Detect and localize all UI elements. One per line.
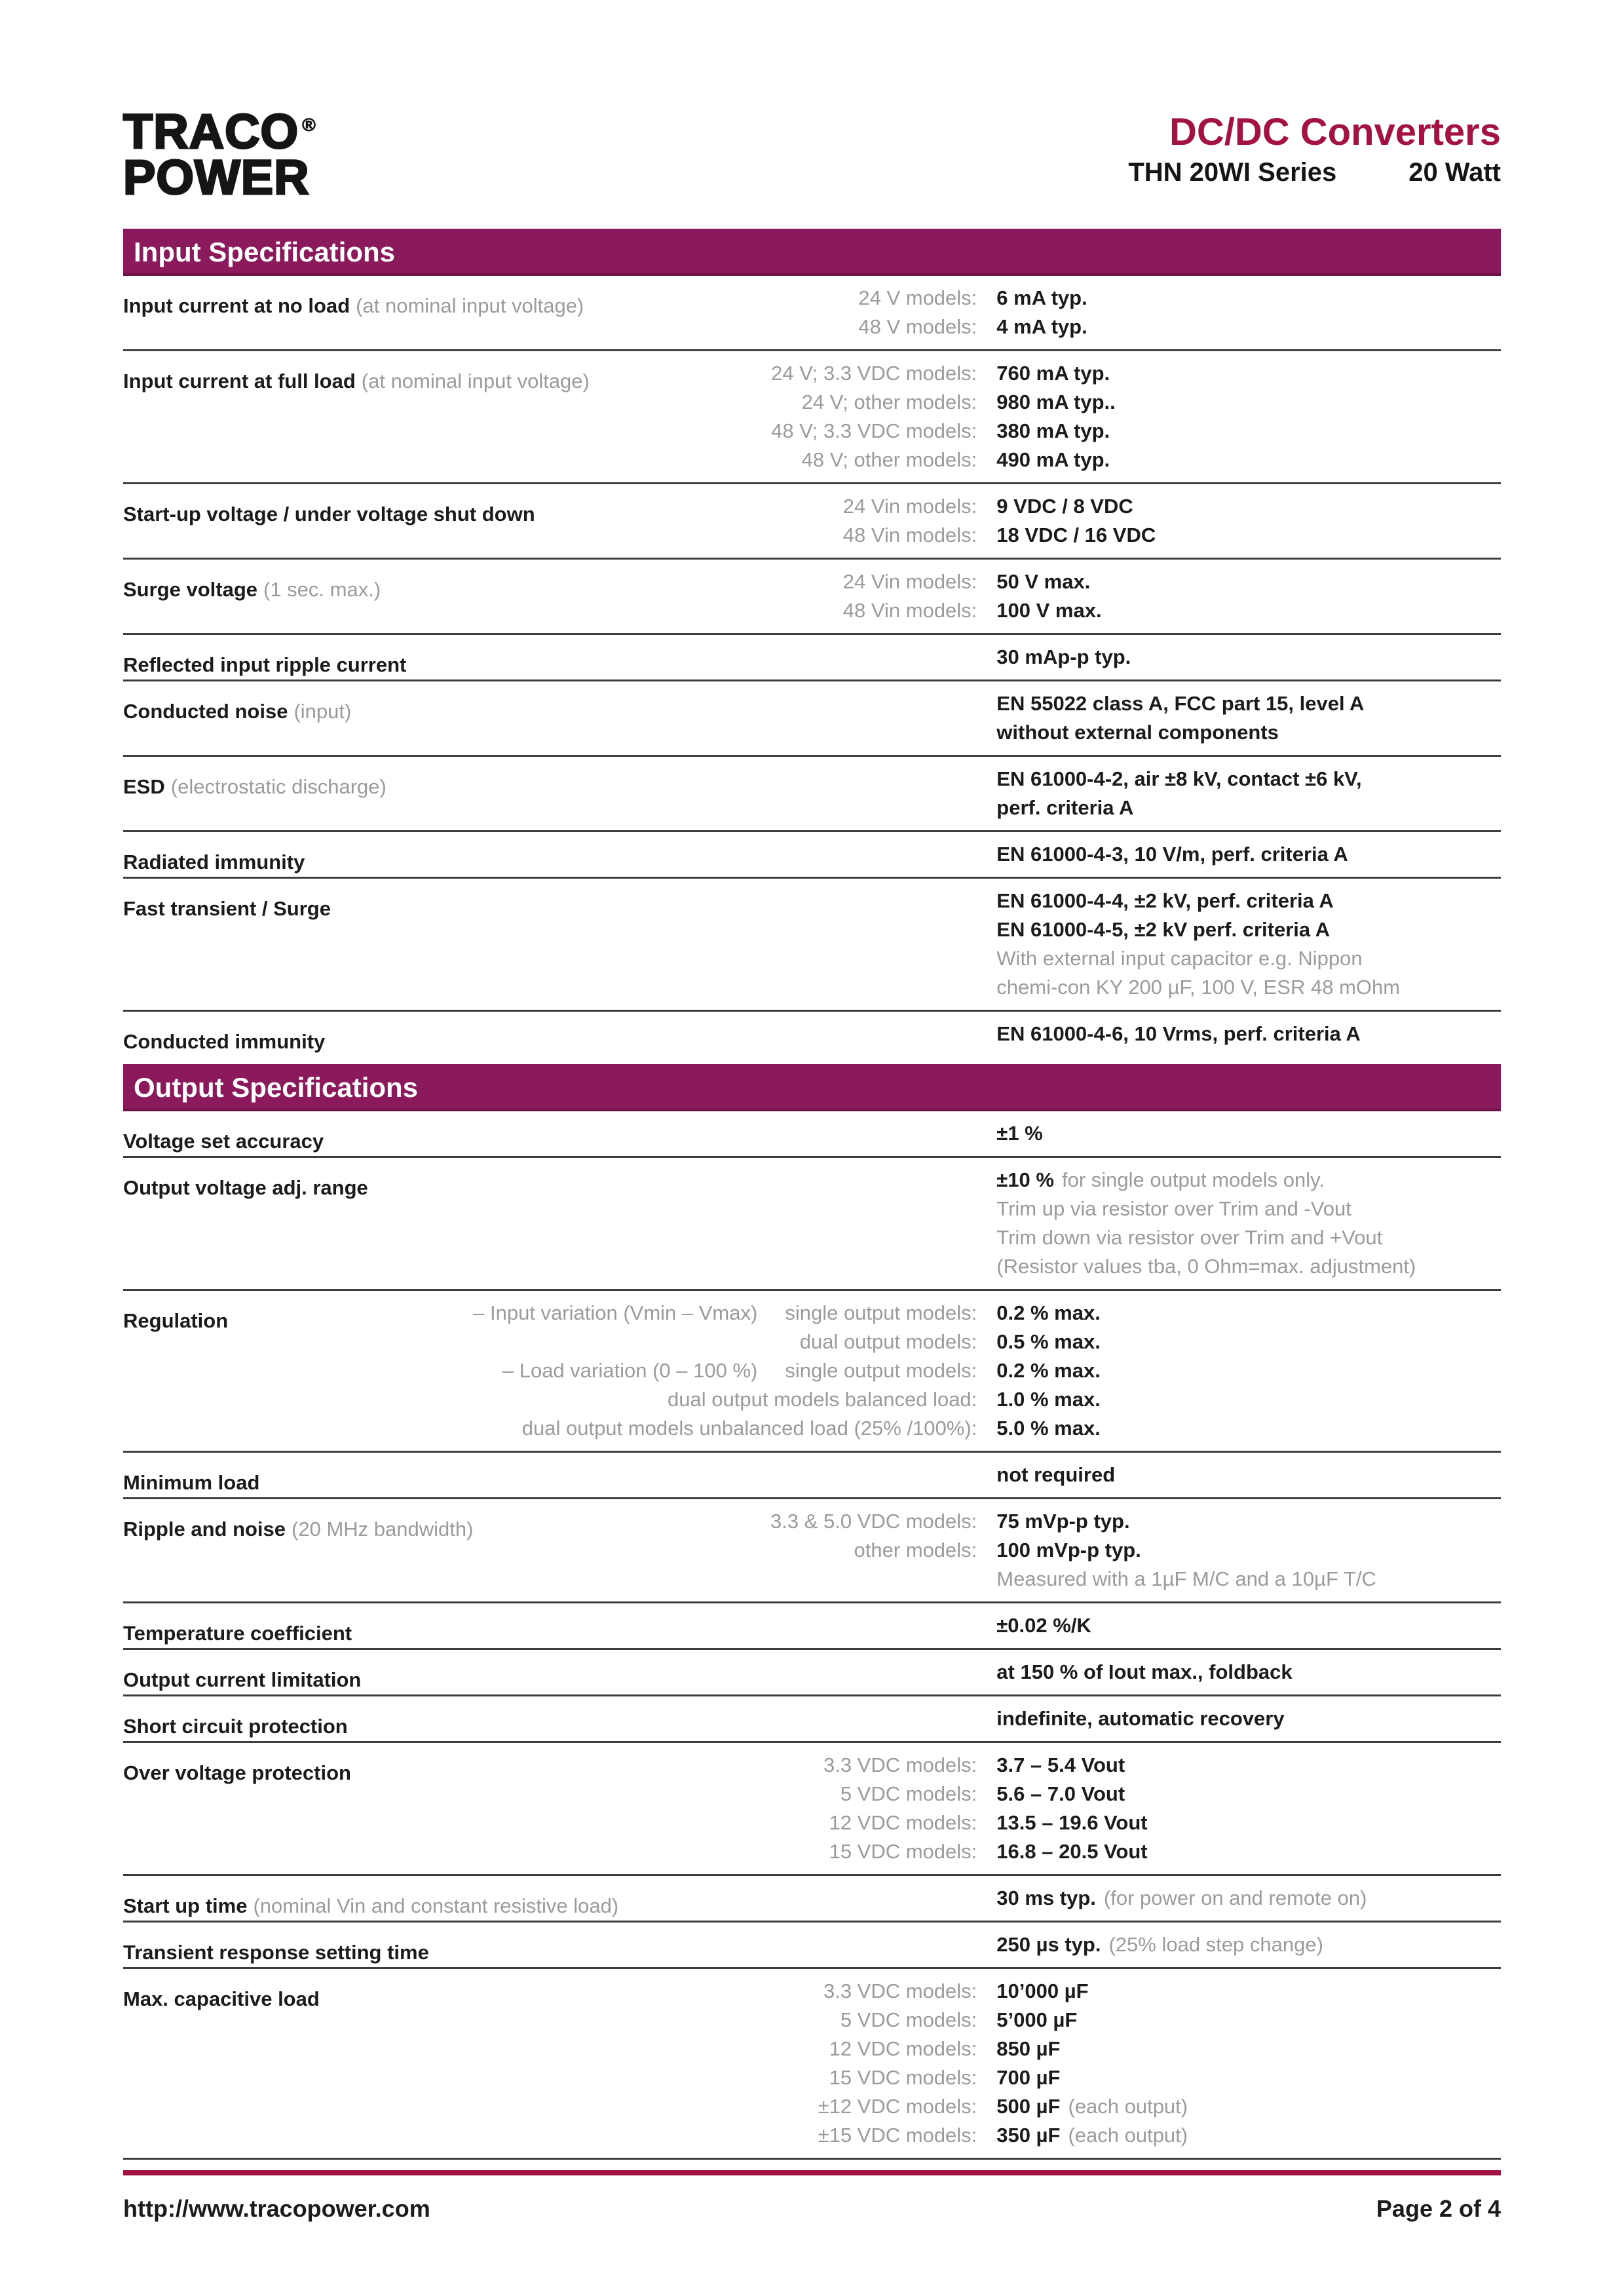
model-qualifier: dual output models balanced load: <box>668 1388 977 1411</box>
spec-value-line <box>996 446 1501 474</box>
spec-label-wrap <box>123 1174 368 1202</box>
spec-row-left <box>123 840 996 874</box>
spec-value: ±1 % <box>996 1122 1043 1145</box>
spec-value: 1.0 % max. <box>996 1388 1101 1411</box>
spec-value-line <box>996 1252 1501 1281</box>
model-qualifier: 24 Vin models: <box>842 570 977 594</box>
spec-row <box>123 1158 1501 1291</box>
spec-value-line <box>996 1704 1501 1733</box>
spec-row-left <box>123 1704 996 1738</box>
spec-row <box>123 1012 1501 1056</box>
spec-value: perf. criteria A <box>996 796 1134 820</box>
footer-text-row <box>123 2195 1501 2223</box>
spec-value-note: (Resistor values tba, 0 Ohm=max. adjustment) <box>996 1255 1416 1278</box>
spec-row-values <box>996 1977 1501 2150</box>
spec-row <box>123 1291 1501 1453</box>
spec-value: 30 mAp-p typ. <box>996 645 1131 669</box>
spec-label-wrap <box>123 1027 325 1056</box>
spec-label: Transient response setting time <box>123 1941 429 1964</box>
spec-label-wrap <box>123 1127 324 1156</box>
spec-label-note: (at nominal input voltage) <box>356 294 584 318</box>
spec-label: Conducted noise <box>123 700 288 723</box>
spec-value-line <box>996 2063 1501 2092</box>
spec-value: 13.5 – 19.6 Vout <box>996 1811 1148 1835</box>
model-qualifier: 48 V; other models: <box>801 448 977 472</box>
spec-value-line <box>996 1658 1501 1687</box>
spec-label-note: (20 MHz bandwidth) <box>292 1518 474 1541</box>
registered-trademark-icon: ® <box>302 115 316 136</box>
spec-value-line <box>996 765 1501 794</box>
spec-row-values <box>996 1704 1501 1733</box>
model-qualifier: 24 V models: <box>858 286 977 310</box>
spec-value-note: chemi-con KY 200 µF, 100 V, ESR 48 mOhm <box>996 976 1401 999</box>
document-title-block <box>1128 113 1501 187</box>
spec-row-values <box>996 1884 1501 1913</box>
logo-line-1 <box>123 104 316 159</box>
spec-value-line <box>996 521 1501 550</box>
spec-row-values <box>996 1751 1501 1866</box>
spec-value-line <box>996 1808 1501 1837</box>
spec-label: Radiated immunity <box>123 851 305 874</box>
spec-label: Start up time <box>123 1894 248 1918</box>
spec-value-line <box>996 1461 1501 1489</box>
spec-value-note: (25% load step change) <box>1108 1933 1323 1957</box>
footer-accent-rule <box>123 2170 1501 2175</box>
spec-label-wrap <box>123 1985 320 2014</box>
spec-label: Fast transient / Surge <box>123 897 331 921</box>
spec-row-values <box>996 1611 1501 1640</box>
spec-label: Start-up voltage / under voltage shut down <box>123 503 535 526</box>
spec-section <box>123 1064 1501 2158</box>
spec-row-values <box>996 492 1501 550</box>
section-header: Input Specifications <box>123 229 1501 276</box>
spec-label-wrap <box>123 894 331 923</box>
spec-row <box>123 681 1501 757</box>
spec-row <box>123 351 1501 484</box>
page-number: Page 2 of 4 <box>1376 2195 1501 2223</box>
page-footer <box>123 2170 1501 2223</box>
spec-row-left <box>123 1461 996 1495</box>
model-qualifier-line <box>123 944 977 973</box>
spec-row <box>123 879 1501 1012</box>
spec-label-wrap <box>123 1307 228 1335</box>
model-qualifier-line <box>123 1356 977 1385</box>
model-qualifier: single output models: <box>785 1301 977 1325</box>
model-qualifier-line <box>123 1837 977 1866</box>
spec-value-line <box>996 1977 1501 2006</box>
model-qualifier: 48 Vin models: <box>842 524 977 547</box>
spec-label-note: (nominal Vin and constant resistive load) <box>253 1894 619 1918</box>
qualifier-group: – Input variation (Vmin – Vmax) <box>473 1301 758 1325</box>
spec-row-values <box>996 1507 1501 1594</box>
spec-row-values <box>996 1119 1501 1148</box>
spec-value-line <box>996 2006 1501 2035</box>
model-qualifier-line <box>123 1299 977 1328</box>
spec-label: Temperature coefficient <box>123 1622 352 1645</box>
spec-row <box>123 1499 1501 1603</box>
spec-label: Voltage set accuracy <box>123 1130 324 1153</box>
spec-row <box>123 1603 1501 1650</box>
model-qualifier: 3.3 VDC models: <box>823 1980 977 2003</box>
spec-label: Reflected input ripple current <box>123 653 407 677</box>
model-qualifier-line <box>123 973 977 1002</box>
model-qualifier-line <box>123 1223 977 1252</box>
spec-row-left <box>123 1020 996 1054</box>
spec-value: 18 VDC / 16 VDC <box>996 524 1156 547</box>
model-qualifier-line <box>123 2121 977 2150</box>
spec-label-wrap <box>123 500 535 529</box>
spec-value: without external components <box>996 721 1279 744</box>
spec-label: Input current at full load <box>123 370 356 393</box>
spec-value-line <box>996 1780 1501 1808</box>
spec-row-left <box>123 492 996 550</box>
section-header: Output Specifications <box>123 1064 1501 1111</box>
spec-row-left <box>123 1119 996 1153</box>
spec-section <box>123 229 1501 1056</box>
spec-value-note: for single output models only. <box>1061 1168 1325 1192</box>
spec-value-line <box>996 1414 1501 1443</box>
model-qualifier: 12 VDC models: <box>829 1811 977 1835</box>
spec-row-left <box>123 359 996 474</box>
model-qualifier: 15 VDC models: <box>829 1840 977 1864</box>
spec-value-line <box>996 1611 1501 1640</box>
traco-power-logo <box>123 104 316 204</box>
spec-value-line <box>996 388 1501 417</box>
spec-value-line <box>996 643 1501 672</box>
spec-row <box>123 1696 1501 1743</box>
spec-label: Max. capacitive load <box>123 1987 320 2011</box>
spec-label-wrap <box>123 1666 361 1694</box>
spec-value-line <box>996 1930 1501 1959</box>
spec-value: 250 µs typ. <box>996 1933 1101 1957</box>
spec-value-line <box>996 1223 1501 1252</box>
spec-value-line <box>996 2035 1501 2063</box>
specification-tables <box>123 229 1501 2158</box>
spec-value: EN 55022 class A, FCC part 15, level A <box>996 692 1365 716</box>
spec-row-values <box>996 689 1501 747</box>
spec-rows <box>123 1111 1501 2158</box>
spec-row-left <box>123 1507 996 1594</box>
model-qualifier: 3.3 VDC models: <box>823 1753 977 1777</box>
spec-row-values <box>996 567 1501 625</box>
spec-value-line <box>996 2092 1501 2121</box>
spec-value-line <box>996 492 1501 521</box>
model-qualifier: 12 VDC models: <box>829 2037 977 2061</box>
spec-label-wrap <box>123 1619 352 1648</box>
model-qualifier: other models: <box>854 1539 977 1562</box>
spec-label: Conducted immunity <box>123 1030 326 1054</box>
spec-value: EN 61000-4-5, ±2 kV perf. criteria A <box>996 918 1330 942</box>
spec-label-wrap <box>123 575 381 604</box>
spec-value-line <box>996 915 1501 944</box>
model-qualifier-line <box>123 2035 977 2063</box>
spec-value: 100 V max. <box>996 599 1102 622</box>
spec-label-note: (1 sec. max.) <box>263 578 381 602</box>
spec-label-wrap <box>123 697 351 726</box>
spec-value: 850 µF <box>996 2037 1061 2061</box>
model-qualifier: 48 Vin models: <box>842 599 977 622</box>
spec-label-note: (input) <box>293 700 352 723</box>
spec-value-line <box>996 1119 1501 1148</box>
spec-row-left <box>123 567 996 625</box>
spec-label-wrap <box>123 367 590 396</box>
spec-value: 100 mVp-p typ. <box>996 1539 1141 1562</box>
spec-row-left <box>123 1658 996 1692</box>
spec-row-values <box>996 1461 1501 1489</box>
spec-value: 500 µF <box>996 2095 1061 2118</box>
series-name: THN 20WI Series <box>1128 157 1337 187</box>
spec-value: not required <box>996 1463 1116 1487</box>
document-title: DC/DC Converters <box>1169 111 1501 153</box>
spec-label: Over voltage protection <box>123 1761 351 1785</box>
model-qualifier-line <box>123 1328 977 1356</box>
spec-row-values <box>996 1658 1501 1687</box>
spec-label: Input current at no load <box>123 294 350 318</box>
model-qualifier: dual output models unbalanced load (25% /100%): <box>521 1417 977 1440</box>
spec-value-line <box>996 1299 1501 1328</box>
model-qualifier: single output models: <box>785 1359 977 1383</box>
spec-value-note: Trim down via resistor over Trim and +Vout <box>996 1226 1383 1250</box>
model-qualifier: ±12 VDC models: <box>818 2095 977 2118</box>
spec-value-line <box>996 1565 1501 1594</box>
spec-row <box>123 832 1501 879</box>
spec-value-note: Trim up via resistor over Trim and -Vout <box>996 1197 1351 1221</box>
spec-label-wrap <box>123 1759 351 1788</box>
spec-value-note: (each output) <box>1068 2095 1188 2118</box>
spec-label: Output current limitation <box>123 1668 362 1692</box>
model-qualifier: 48 V models: <box>858 315 977 339</box>
spec-row <box>123 276 1501 351</box>
spec-row-values <box>996 284 1501 341</box>
spec-value: 5’000 µF <box>996 2008 1078 2032</box>
spec-value-note: (each output) <box>1068 2124 1188 2147</box>
spec-row-values <box>996 765 1501 822</box>
logo-line-2: POWER <box>123 149 310 204</box>
spec-value-line <box>996 1385 1501 1414</box>
spec-value: 30 ms typ. <box>996 1886 1096 1910</box>
spec-value-line <box>996 1328 1501 1356</box>
model-qualifier: 24 V; other models: <box>801 391 977 414</box>
spec-value: indefinite, automatic recovery <box>996 1707 1285 1731</box>
spec-value-line <box>996 2121 1501 2150</box>
spec-label: Output voltage adj. range <box>123 1176 368 1200</box>
model-qualifier: 48 V; 3.3 VDC models: <box>771 419 977 443</box>
model-qualifier-line <box>123 2092 977 2121</box>
spec-value: 4 mA typ. <box>996 315 1087 339</box>
spec-value-line <box>996 1356 1501 1385</box>
spec-row <box>123 1923 1501 1969</box>
spec-value-line <box>996 887 1501 915</box>
spec-label-wrap <box>123 292 584 320</box>
spec-value-line <box>996 1020 1501 1048</box>
spec-value: 700 µF <box>996 2066 1061 2090</box>
spec-row-left <box>123 1977 996 2150</box>
spec-row <box>123 1876 1501 1923</box>
spec-value: 5.6 – 7.0 Vout <box>996 1782 1125 1806</box>
spec-label: Surge voltage <box>123 578 257 602</box>
spec-value: 10’000 µF <box>996 1980 1089 2003</box>
spec-value-line <box>996 1884 1501 1913</box>
spec-label-wrap <box>123 1892 618 1921</box>
spec-value: 16.8 – 20.5 Vout <box>996 1840 1148 1864</box>
spec-value-line <box>996 718 1501 747</box>
spec-value-line <box>996 944 1501 973</box>
spec-label-note: (at nominal input voltage) <box>361 370 590 393</box>
spec-value-line <box>996 1536 1501 1565</box>
spec-row-left <box>123 1930 996 1964</box>
spec-value-line <box>996 1751 1501 1780</box>
model-qualifier: ±15 VDC models: <box>818 2124 977 2147</box>
spec-value: 50 V max. <box>996 570 1091 594</box>
qualifier-group: – Load variation (0 – 100 %) <box>502 1359 758 1383</box>
spec-label-wrap <box>123 1515 473 1544</box>
spec-label: Ripple and noise <box>123 1518 286 1541</box>
spec-value: 760 mA typ. <box>996 362 1110 385</box>
spec-value: 9 VDC / 8 VDC <box>996 495 1133 518</box>
spec-row-values <box>996 887 1501 1002</box>
spec-value: 0.2 % max. <box>996 1301 1101 1325</box>
spec-value: 6 mA typ. <box>996 286 1087 310</box>
spec-value: EN 61000-4-3, 10 V/m, perf. criteria A <box>996 843 1348 866</box>
spec-row-values <box>996 1166 1501 1281</box>
spec-value-note: With external input capacitor e.g. Nippon <box>996 947 1363 970</box>
spec-value: 0.5 % max. <box>996 1330 1101 1354</box>
page-header <box>123 104 1501 204</box>
spec-value: 350 µF <box>996 2124 1061 2147</box>
spec-value: EN 61000-4-2, air ±8 kV, contact ±6 kV, <box>996 767 1362 791</box>
spec-value-line <box>996 596 1501 625</box>
spec-value: 380 mA typ. <box>996 419 1110 443</box>
model-qualifier-line <box>123 1385 977 1414</box>
spec-label: Minimum load <box>123 1471 260 1495</box>
spec-row-left <box>123 689 996 747</box>
spec-value: 3.7 – 5.4 Vout <box>996 1753 1125 1777</box>
spec-value: 980 mA typ.. <box>996 391 1116 414</box>
model-qualifier: 24 V; 3.3 VDC models: <box>771 362 977 385</box>
document-subtitle <box>1128 158 1501 187</box>
footer-url-link[interactable]: http://www.tracopower.com <box>123 2195 430 2223</box>
spec-label-wrap <box>123 1468 259 1497</box>
wattage: 20 Watt <box>1408 157 1501 187</box>
model-qualifier-line <box>123 1565 977 1594</box>
spec-label-wrap <box>123 848 305 877</box>
spec-value: 0.2 % max. <box>996 1359 1101 1383</box>
spec-row <box>123 1650 1501 1696</box>
spec-value-note: Measured with a 1µF M/C and a 10µF T/C <box>996 1567 1376 1591</box>
spec-value: ±10 % <box>996 1168 1054 1192</box>
model-qualifier: dual output models: <box>799 1330 977 1354</box>
spec-row-left <box>123 1884 996 1918</box>
spec-value-line <box>996 1195 1501 1223</box>
spec-row-values <box>996 643 1501 672</box>
logo-text-traco: TRACO <box>123 104 299 159</box>
spec-value: at 150 % of Iout max., foldback <box>996 1660 1293 1684</box>
spec-value-line <box>996 1837 1501 1866</box>
spec-label-wrap <box>123 651 406 679</box>
spec-label: Regulation <box>123 1309 229 1333</box>
spec-value: ±0.02 %/K <box>996 1614 1091 1637</box>
spec-row-values <box>996 1020 1501 1048</box>
spec-label: Short circuit protection <box>123 1715 348 1738</box>
model-qualifier-line <box>123 446 977 474</box>
spec-row <box>123 1743 1501 1876</box>
spec-row-values <box>996 1299 1501 1443</box>
model-qualifier-line <box>123 1414 977 1443</box>
spec-label-wrap <box>123 1938 429 1967</box>
spec-value-line <box>996 1507 1501 1536</box>
model-qualifier: 3.3 & 5.0 VDC models: <box>770 1510 977 1533</box>
spec-row-left <box>123 765 996 822</box>
spec-value-line <box>996 840 1501 869</box>
spec-row-left <box>123 284 996 341</box>
spec-row <box>123 757 1501 832</box>
model-qualifier-line <box>123 417 977 446</box>
model-qualifier-line <box>123 2063 977 2092</box>
spec-value-line <box>996 794 1501 822</box>
spec-value-line <box>996 313 1501 341</box>
spec-row <box>123 560 1501 635</box>
spec-row-left <box>123 643 996 677</box>
spec-value-line <box>996 359 1501 388</box>
spec-label-wrap <box>123 773 387 801</box>
spec-row <box>123 484 1501 560</box>
spec-value-line <box>996 567 1501 596</box>
spec-row <box>123 635 1501 681</box>
spec-value-line <box>996 284 1501 313</box>
spec-row-left <box>123 1166 996 1281</box>
spec-value: 5.0 % max. <box>996 1417 1101 1440</box>
spec-row-values <box>996 840 1501 869</box>
model-qualifier: 15 VDC models: <box>829 2066 977 2090</box>
spec-label-wrap <box>123 1712 348 1741</box>
model-qualifier-line <box>123 1252 977 1281</box>
spec-row <box>123 1453 1501 1499</box>
spec-label: ESD <box>123 775 165 799</box>
spec-row-left <box>123 1299 996 1443</box>
model-qualifier: 24 Vin models: <box>842 495 977 518</box>
spec-row-values <box>996 1930 1501 1959</box>
spec-rows <box>123 276 1501 1056</box>
spec-value-line <box>996 1166 1501 1195</box>
model-qualifier-line <box>123 1808 977 1837</box>
spec-row <box>123 1969 1501 2158</box>
spec-label-note: (electrostatic discharge) <box>170 775 387 799</box>
spec-value-note: (for power on and remote on) <box>1103 1886 1367 1910</box>
spec-value-line <box>996 973 1501 1002</box>
spec-value: 75 mVp-p typ. <box>996 1510 1130 1533</box>
spec-value: EN 61000-4-6, 10 Vrms, perf. criteria A <box>996 1022 1361 1046</box>
spec-value-line <box>996 417 1501 446</box>
spec-value: EN 61000-4-4, ±2 kV, perf. criteria A <box>996 889 1334 913</box>
spec-value: 490 mA typ. <box>996 448 1110 472</box>
spec-row-left <box>123 887 996 1002</box>
spec-row-left <box>123 1611 996 1645</box>
table-end-rule <box>123 2158 1501 2160</box>
model-qualifier: 5 VDC models: <box>840 1782 977 1806</box>
spec-row-left <box>123 1751 996 1866</box>
spec-value-line <box>996 689 1501 718</box>
spec-row <box>123 1111 1501 1158</box>
spec-row-values <box>996 359 1501 474</box>
model-qualifier: 5 VDC models: <box>840 2008 977 2032</box>
